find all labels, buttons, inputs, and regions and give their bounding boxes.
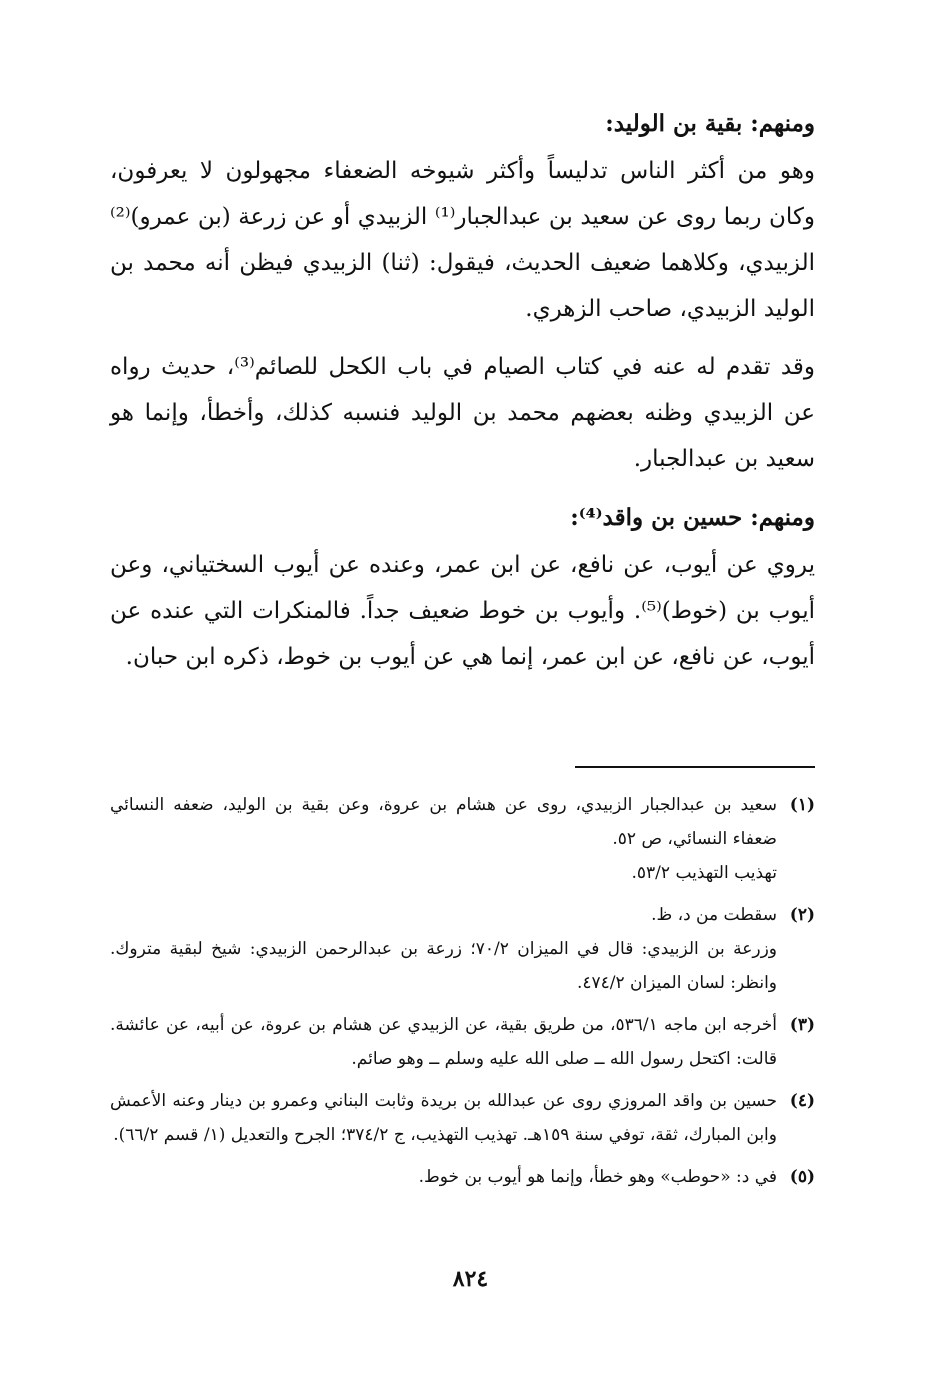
page-number: ٨٢٤ [452,1266,489,1292]
footnote-line: سعيد بن عبدالجبار الزبيدي، روى عن هشام بن عروة، وعن بقية بن الوليد، ضعفه النسائي ضعفاء النسائي، ص ٥٢. [110,795,777,849]
footnote-2 [110,898,815,1000]
footnote-1 [110,788,815,890]
footnote-number: (٣) [789,1015,815,1035]
footnotes [110,788,815,1202]
paragraph-husayn: يروي عن أيوب، عن نافع، عن ابن عمر، وعنده عن أيوب السختياني، وعن أيوب بن (خوط)⁽⁵⁾. وأيوب بن خوط ضعيف جداً. فالمنكرات التي عنده عن أيوب، عن نافع، عن ابن عمر، إنما هي عن أيوب بن خوط، ذكره ابن حبان. [110,552,815,670]
footnote-line: أخرجه ابن ماجه ٥٣٦/١، من طريق بقية، عن الزبيدي عن هشام بن عروة، عن أبيه، عن عائشة. قالت: اكتحل رسول الله ــ صلى الله عليه وسلم ــ وهو صائم. [110,1015,777,1069]
footnote-number: (١) [789,795,815,815]
footnote-line: سقطت من د، ظ. [651,905,777,925]
section-heading-husayn: ومنهم: حسين بن واقد⁽⁴⁾: [570,504,815,531]
footnote-line: في د: «حوطب» وهو خطأ، وإنما هو أيوب بن خوط. [418,1167,777,1187]
main-text [110,100,815,692]
footnote-number: (٤) [789,1091,815,1111]
section-heading-baqiyya: ومنهم: بقية بن الوليد: [605,110,815,137]
paragraph-kohl: وقد تقدم له عنه في كتاب الصيام في باب الكحل للصائم⁽³⁾، حديث رواه عن الزبيدي وظنه بعضهم محمد بن الوليد فنسبه كذلك، وأخطأ، وإنما هو سعيد بن عبدالجبار. [110,354,815,472]
paragraph-baqiyya: وهو من أكثر الناس تدليساً وأكثر شيوخه الضعفاء مجهولون لا يعرفون، وكان ربما روى عن سعيد بن عبدالجبار⁽¹⁾ الزبيدي أو عن زرعة (بن عمرو)⁽²⁾ الزبيدي، وكلاهما ضعيف الحديث، فيقول: (ثنا) الزبيدي فيظن أنه محمد بن الوليد الزبيدي، صاحب الزهري. [110,158,815,322]
footnote-4 [110,1084,815,1152]
footnote-number: (٥) [789,1167,815,1187]
footnote-3 [110,1008,815,1076]
footnote-line: حسين بن واقد المروزي روى عن عبدالله بن بريدة وثابت البناني وعمرو بن دينار وعنه الأعمش وابن المبارك، ثقة، توفي سنة ١٥٩هـ. تهذيب التهذيب، ج ٣٧٤/٢؛ الجرح والتعديل (١/ قسم ٦٦/٢). [110,1091,777,1145]
footnote-line: وزرعة بن الزبيدي: قال في الميزان ٧٠/٢؛ زرعة بن عبدالرحمن الزبيدي: شيخ لبقية متروك. وانظر: لسان الميزان ٤٧٤/٢. [110,939,778,993]
footnote-5 [110,1160,815,1194]
footnote-number: (٢) [789,905,815,925]
footnote-line: تهذيب التهذيب ٥٣/٢. [631,863,777,883]
footnote-divider [575,766,815,768]
